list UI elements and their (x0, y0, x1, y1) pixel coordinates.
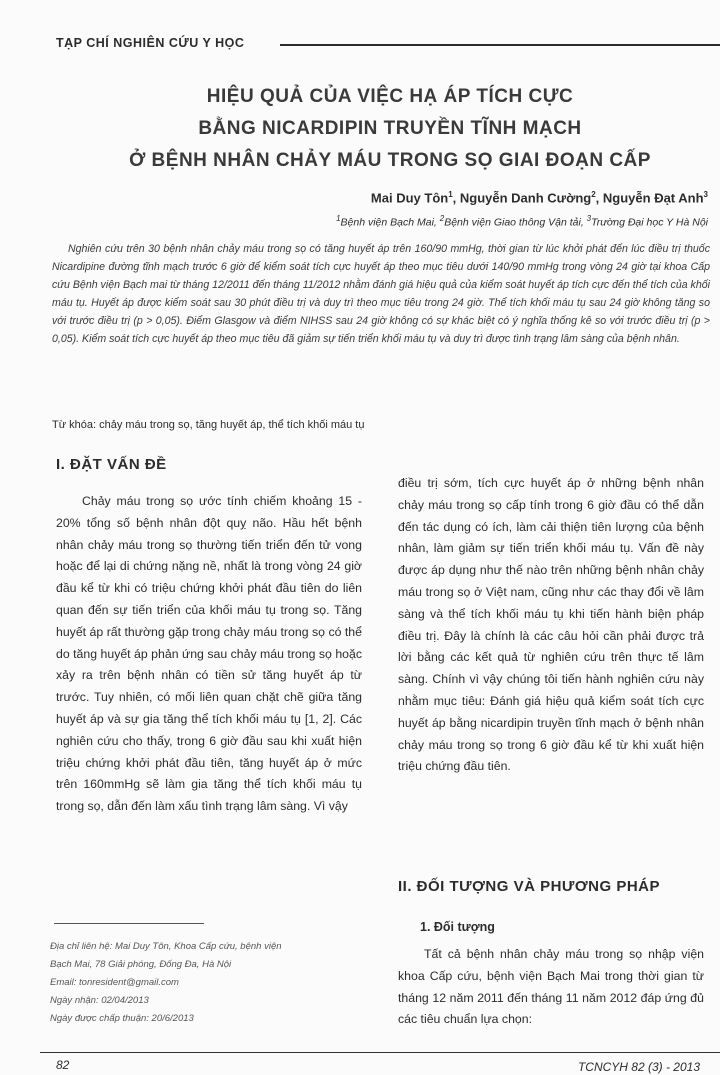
author-name: Nguyễn Đạt Anh (602, 190, 704, 206)
journal-name: TẠP CHÍ NGHIÊN CỨU Y HỌC (56, 36, 245, 50)
subjects-text: Tất cả bệnh nhân chảy máu trong sọ nhập viện khoa Cấp cứu, bệnh viện Bạch Mai trong thời gian từ tháng 12 năm 2011 đến tháng 11 năm 2012 đáp ứng đủ các tiêu chuẩn lựa chọn: (398, 947, 704, 1027)
author-affiliation-mark: 1 (448, 190, 453, 199)
keywords: Từ khóa: chảy máu trong sọ, tăng huyết áp, thể tích khối máu tụ (52, 419, 365, 431)
correspondence-footnote (50, 938, 370, 1028)
footnote-accepted: Ngày được chấp thuận: 20/6/2013 (50, 1013, 194, 1024)
title-line-1: HIỆU QUẢ CỦA VIỆC HẠ ÁP TÍCH CỰC (206, 86, 574, 107)
footnote-contact: Địa chỉ liên hệ: Mai Duy Tôn, Khoa Cấp cứu, bệnh viện (50, 941, 282, 952)
footnote-address: Bạch Mai, 78 Giải phóng, Đống Đa, Hà Nội (50, 959, 232, 970)
affiliation: Bệnh viện Bạch Mai, (340, 216, 440, 229)
author-separator: , (452, 190, 460, 206)
affiliation-mark: 1 (336, 214, 341, 223)
affiliation-mark: 3 (586, 214, 592, 223)
author-separator: , (595, 190, 603, 206)
page-number: 82 (56, 1058, 70, 1072)
subsection-heading-subjects: 1. Đối tượng (420, 920, 495, 934)
footnote-email: Email: tonresident@gmail.com (50, 977, 179, 988)
header-rule (280, 44, 720, 46)
journal-citation: TCNCYH 82 (3) - 2013 (577, 1060, 700, 1074)
author-affiliation-mark: 3 (703, 190, 708, 199)
affiliation: Trường Đại học Y Hà Nội (591, 216, 708, 229)
author-affiliation-mark: 2 (591, 190, 596, 199)
introduction-text-left: Chảy máu trong sọ ước tính chiếm khoảng 15 - 20% tổng số bệnh nhân đột quỵ não. Hầu hết bệnh nhân chảy máu trong sọ thường tiến triển đến tử vong hoặc để lại di chứng nặng nề, nhất là trong vòng 24 giờ đầu kể từ khi có triệu chứng khởi phát đầu tiên do liên quan đến sự tiến triển của khối máu tụ trong sọ. Tăng huyết áp rất thường gặp trong chảy máu trong sọ có thể do tăng huyết áp phản ứng sau chảy máu trong sọ hoặc xảy ra trên bệnh nhân có tiền sử tăng huyết áp từ trước. Tuy nhiên, có mối liên quan chặt chẽ giữa tăng huyết áp và sự gia tăng thể tích khối máu tụ [1, 2]. Các nghiên cứu cho thấy, trong 6 giờ đầu sau khi xuất hiện triệu chứng khởi phát đầu tiên, tăng huyết áp ở mức trên 160mmHg sẽ làm gia tăng thể tích khối máu tụ trong sọ, dẫn đến làm xấu tình trạng lâm sàng. Vì vậy (56, 494, 362, 814)
section-heading-methods: II. ĐỐI TƯỢNG VÀ PHƯƠNG PHÁP (398, 878, 660, 895)
footnote-received: Ngày nhận: 02/04/2013 (50, 995, 149, 1006)
author-list (371, 190, 708, 205)
title-line-3: Ở BỆNH NHÂN CHẢY MÁU TRONG SỌ GIAI ĐOẠN CẤP (129, 150, 651, 171)
affiliation: Bệnh viện Giao thông Vận tải, (444, 216, 587, 229)
journal-header (56, 36, 720, 56)
section-heading-introduction: I. ĐẶT VẤN ĐỀ (56, 456, 167, 473)
abstract: Nghiên cứu trên 30 bệnh nhân chảy máu trong sọ có tăng huyết áp trên 160/90 mmHg, thời gian từ lúc khởi phát đến lúc điều trị thuốc Nicardipine đường tĩnh mạch trước 6 giờ để kiểm soát tích cực huyết áp theo mục tiêu dưới 140/90 mmHg trong vòng 24 giờ tại khoa Cấp cứu Bệnh viện Bạch mai từ tháng 12/2011 đến tháng 11/2012 nhằm đánh giá hiệu quả của kiểm soát huyết áp tích cực đến thể tích của khối máu tụ. Huyết áp được kiểm soát sau 30 phút điều trị và duy trì theo mục tiêu trong 24 giờ. Thể tích khối máu tụ sau 24 giờ không tăng so với trước điều trị (p > 0,05). Điểm Glasgow và điểm NIHSS sau 24 giờ không có sự khác biệt có ý nghĩa thống kê so với trước điều trị (p > 0,05). Kiểm soát tích cực huyết áp theo mục tiêu đã giảm sự tiến triển khối máu tụ và duy trì được tình trạng lâm sàng của bệnh nhân. (52, 243, 710, 345)
introduction-text-right: điều trị sớm, tích cực huyết áp ở những bệnh nhân chảy máu trong sọ cấp tính trong 6 giờ đầu có thể dẫn đến tác dụng có ích, làm cải thiện tiên lượng của bệnh nhân, làm giảm sự tiến triển khối máu tụ. Vấn đề này được áp dụng như thế nào trên những bệnh nhân chảy máu trong sọ ở Việt nam, cũng như các thay đổi về lâm sàng và thể tích khối máu tụ khi tiến hành biện pháp điều trị. Đây là chính là các câu hỏi cần phải được trả lời bằng các kết quả từ nghiên cứu trên thực tế lâm sàng. Chính vì vậy chúng tôi tiến hành nghiên cứu này nhằm mục tiêu: Đánh giá hiệu quả kiểm soát tích cực huyết áp bằng nicardipin truyền tĩnh mạch ở bệnh nhân chảy máu trong sọ trong 6 giờ đầu kể từ khi xuất hiện triệu chứng đầu tiên. (398, 476, 704, 774)
affiliation-list (336, 214, 708, 229)
footer-rule (40, 1052, 720, 1053)
title-line-2: BẰNG NICARDIPIN TRUYỀN TĨNH MẠCH (198, 118, 582, 139)
affiliation-mark: 2 (439, 214, 445, 223)
footnote-rule (54, 923, 204, 924)
author-name: Mai Duy Tôn (370, 190, 449, 206)
author-name: Nguyễn Danh Cường (459, 190, 592, 206)
